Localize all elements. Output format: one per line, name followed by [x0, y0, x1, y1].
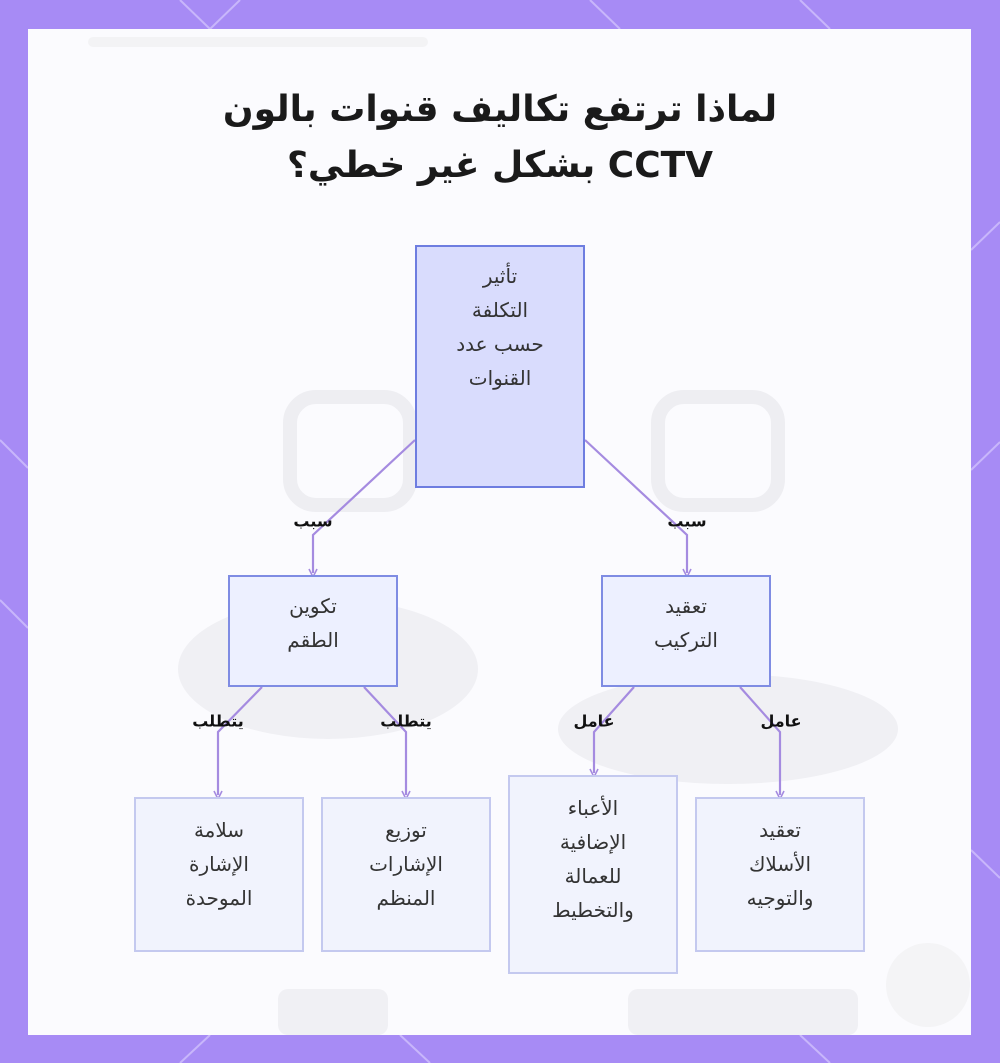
edge-assembly-distribution	[364, 687, 406, 795]
title-line-2: CCTV بشكل غير خطي؟	[286, 145, 714, 186]
node-distribution-label: توزيع الإشارات المنظم	[369, 818, 443, 910]
node-burden-label: الأعباء الإضافية للعمالة والتخطيط	[552, 796, 634, 922]
node-extra-burden	[508, 775, 678, 974]
edge-label-requires-left: يتطلب	[192, 711, 244, 731]
node-wiring-label: تعقيد الأسلاك والتوجيه	[746, 818, 814, 910]
edge-label-requires-right: يتطلب	[380, 711, 432, 731]
node-wiring-complexity	[695, 797, 865, 952]
edge-label-cause-left: سبب	[293, 511, 333, 531]
node-signal-integrity	[134, 797, 304, 952]
title-line-1: لماذا ترتفع تكاليف قنوات بالون	[222, 89, 778, 130]
node-root-cost-impact	[415, 245, 585, 488]
edge-installation-wiring	[740, 687, 780, 795]
node-assembly-label: تكوين الطقم	[287, 594, 339, 652]
edge-label-cause-right: سبب	[667, 511, 707, 531]
edge-label-factor-right: عامل	[760, 711, 802, 731]
node-kit-assembly	[228, 575, 398, 687]
node-integrity-label: سلامة الإشارة الموحدة	[185, 818, 253, 910]
node-root-label: تأثير التكلفة حسب عدد القنوات	[456, 264, 544, 390]
edge-root-installation	[585, 440, 687, 573]
edge-assembly-integrity	[218, 687, 262, 795]
node-signal-distribution	[321, 797, 491, 952]
node-installation-complexity	[601, 575, 771, 687]
edge-root-assembly	[313, 440, 415, 573]
node-installation-label: تعقيد التركيب	[654, 594, 718, 652]
edge-label-factor-left: عامل	[573, 711, 615, 731]
